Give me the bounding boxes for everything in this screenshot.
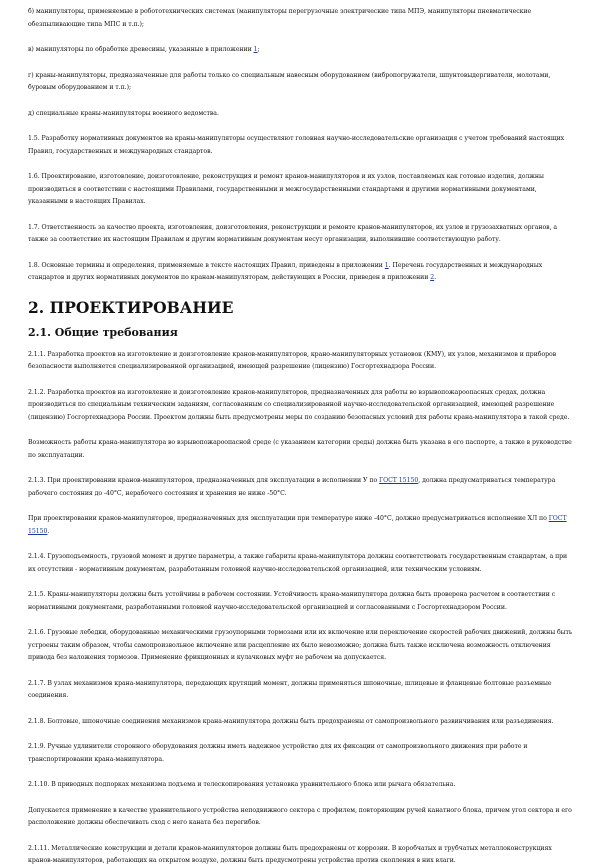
paragraph-2-1-4: 2.1.4. Грузоподъемность, грузовой момент и другие параметры, а также габариты крана-манипулятора должны соответствовать государственным стандартам, а при их отсутствии - нормативным документам, разработанным головной научно-исследовательской организацией, или техническим условиям. <box>28 553 568 573</box>
paragraph-2-1-3-tail: , должна предусматриваться температура рабочего состояния до -40°С, нерабочего состояния и хранения не ниже -50°С. <box>28 477 556 497</box>
paragraph-2-1-3b-tail: . <box>47 527 50 535</box>
paragraph-2-1-7: 2.1.7. В узлах механизмов крана-манипулятора, передающих крутящий момент, должны применяться шпоночные, шлицевые и фланцевые болтовые разъемные соединения. <box>28 679 552 699</box>
paragraph-2-1-3-text: 2.1.3. При проектировании кранов-манипуляторов, предназначенных для эксплуатации в исполнении У по <box>28 477 380 484</box>
paragraph-v-tail: ; <box>257 46 260 53</box>
paragraph-v-text: в) манипуляторы по обработке древесины, указанные в приложении <box>28 46 254 53</box>
paragraph-2-1-10b: Допускается применение в качестве уравнительного устройства неподвижного сектора с профилем, повторяющим ручей канатного блока, причем угол сектора и его расположение должны обеспечивать сход с него каната без перегибов. <box>28 806 572 826</box>
paragraph-2-1-9: 2.1.9. Ручные удлинители сторонного оборудования должны иметь надежное устройство для их фиксации от самопроизвольного движения при работе и транспортировании крана-манипулятора. <box>28 743 528 763</box>
paragraph-1-5: 1.5. Разработку нормативных документов на краны-манипуляторы осуществляют головная научно-исследовательские организация с учетом требований настоящих Правил, государственных и международных стандартов. <box>28 135 565 155</box>
paragraph-2-1-10: 2.1.10. В приводных подпорках механизма подъема и телескопирования установка уравнительного блока или рычага обязательна. <box>28 781 456 788</box>
paragraph-2-1-3 <box>28 475 575 500</box>
paragraph-v <box>28 44 575 57</box>
appendix-1-link[interactable]: 1 <box>253 46 258 53</box>
paragraph-d: д) специальные краны-манипуляторы военного ведомства. <box>28 109 219 117</box>
paragraph-2-1-3b-text: При проектировании кранов-манипуляторов, предназначенных для эксплуатации при температуре ниже -40°С, должно предусматриваться исполнение ХЛ по <box>28 515 549 522</box>
appendix-2-link[interactable]: 2 <box>430 274 435 281</box>
paragraph-2-1-2b: Возможность работы крана-манипулятора во взрывопожароопасной среде (с указанием категории среды) должна быть указана в его паспорте, а также в руководстве по эксплуатации. <box>28 439 572 459</box>
paragraph-2-1-2: 2.1.2. Разработка проектов на изготовление и доизготовление кранов-манипуляторов, предназначенных для работы во взрывопожароопасных средах, должна производиться по специальным техническим заданиям, согласованным со специализированной научно-исследовательской организацией, имеющей разрешение (лицензию) Госгортехнадзора России. Проектом должны быть предусмотрены меры по созданию безопасных условий для работы крана-манипулятора в такой среде. <box>28 388 570 421</box>
paragraph-1-6: 1.6. Проектирование, изготовление, доизготовление, реконструкция и ремонт кранов-манипуляторов и их узлов, поставляемых как готовые изделия, должны производиться в соответствии с настоящими Правилами, государственными и межгосударственными стандартами и другими нормативными документами, указанными в настоящих Правилах. <box>28 173 544 205</box>
paragraph-2-1-3b <box>28 513 575 538</box>
paragraph-2-1-8: 2.1.8. Болтовые, шпоночные соединения механизмов крана-манипулятора должны быть предохранены от самопроизвольного развинчивания или разъединения. <box>28 717 554 725</box>
paragraph-2-1-11: 2.1.11. Металлические конструкции и детали кранов-манипуляторов должны быть предохранены от коррозии. В коробчатых и трубчатых металлоконструкциях кранов-манипуляторов, работающих на открытом воздухе, должны быть предусмотрены устройства против скопления в них влаги. <box>28 844 552 864</box>
appendix-1-link-b[interactable]: 1 <box>384 261 389 269</box>
paragraph-b: б) манипуляторы, применяемые в робототехнических системах (манипуляторы перегрузочные электрические типа МПЭ, манипуляторы пневматические обезпыливающие типа МПС и т.п.); <box>28 8 532 28</box>
paragraph-1-8-text: 1.8. Основные термины и определения, применяемые в тексте настоящих Правил, приведены в приложении <box>28 261 385 269</box>
section-title: 2. ПРОЕКТИРОВАНИЕ <box>28 297 234 317</box>
paragraph-1-8 <box>28 260 575 285</box>
paragraph-1-8-tail: . <box>434 274 437 281</box>
paragraph-1-8-mid: . Перечень государственных и международных стандартов и других нормативных документов по кранам-манипуляторам, действующих в России, приведен в приложении <box>28 261 543 281</box>
section-subtitle: 2.1. Общие требования <box>28 325 178 339</box>
paragraph-2-1-1: 2.1.1. Разработка проектов на изготовление и доизготовление кранов-манипуляторов, крано-манипуляторных установок (КМУ), их узлов, механизмов и приборов безопасности выполняется специализированной организацией, имеющей разрешение (лицензию) Госгортехнадзора России. <box>28 350 557 370</box>
gost-15150-link[interactable]: ГОСТ 15150 <box>379 477 419 484</box>
paragraph-2-1-5: 2.1.5. Краны-манипуляторы должны быть устойчивы в рабочем состоянии. Устойчивость крана-манипулятора должна быть проверена расчетом в соответствии с нормативными документами, разработанными головной научно-исследовательской организацией и согласованными с Госгортехнадзором России. <box>28 591 556 611</box>
paragraph-1-7: 1.7. Ответственность за качество проекта, изготовления, доизготовления, реконструкции и ремонте кранов-манипуляторов, их узлов и грузозахватных органов, а также за соответствие их настоящим Правилам и другим нормативным документам несут организации, выполнившие соответствующую работу. <box>28 223 558 243</box>
paragraph-g: г) краны-манипуляторы, предназначенные для работы только со специальным навесным оборудованием (вибропогружатели, шпунтовыдергиватели, молотами, буровым оборудованием и т.п.); <box>28 71 551 91</box>
paragraph-2-1-6: 2.1.6. Грузовые лебедки, оборудованные механическими грузоупорными тормозами или их включение или переключение скоростей рабочих движений, должны быть устроены таким образом, чтобы самопроизвольное включение или расцепление их было невозможно; должна быть также исключена возможность отключения привода без наложения тормозов. Применение фрикционных и кулачковых муфт не рабочем на допускается. <box>28 629 573 661</box>
gost-15150-link-b[interactable]: ГОСТ 15150 <box>28 515 567 535</box>
